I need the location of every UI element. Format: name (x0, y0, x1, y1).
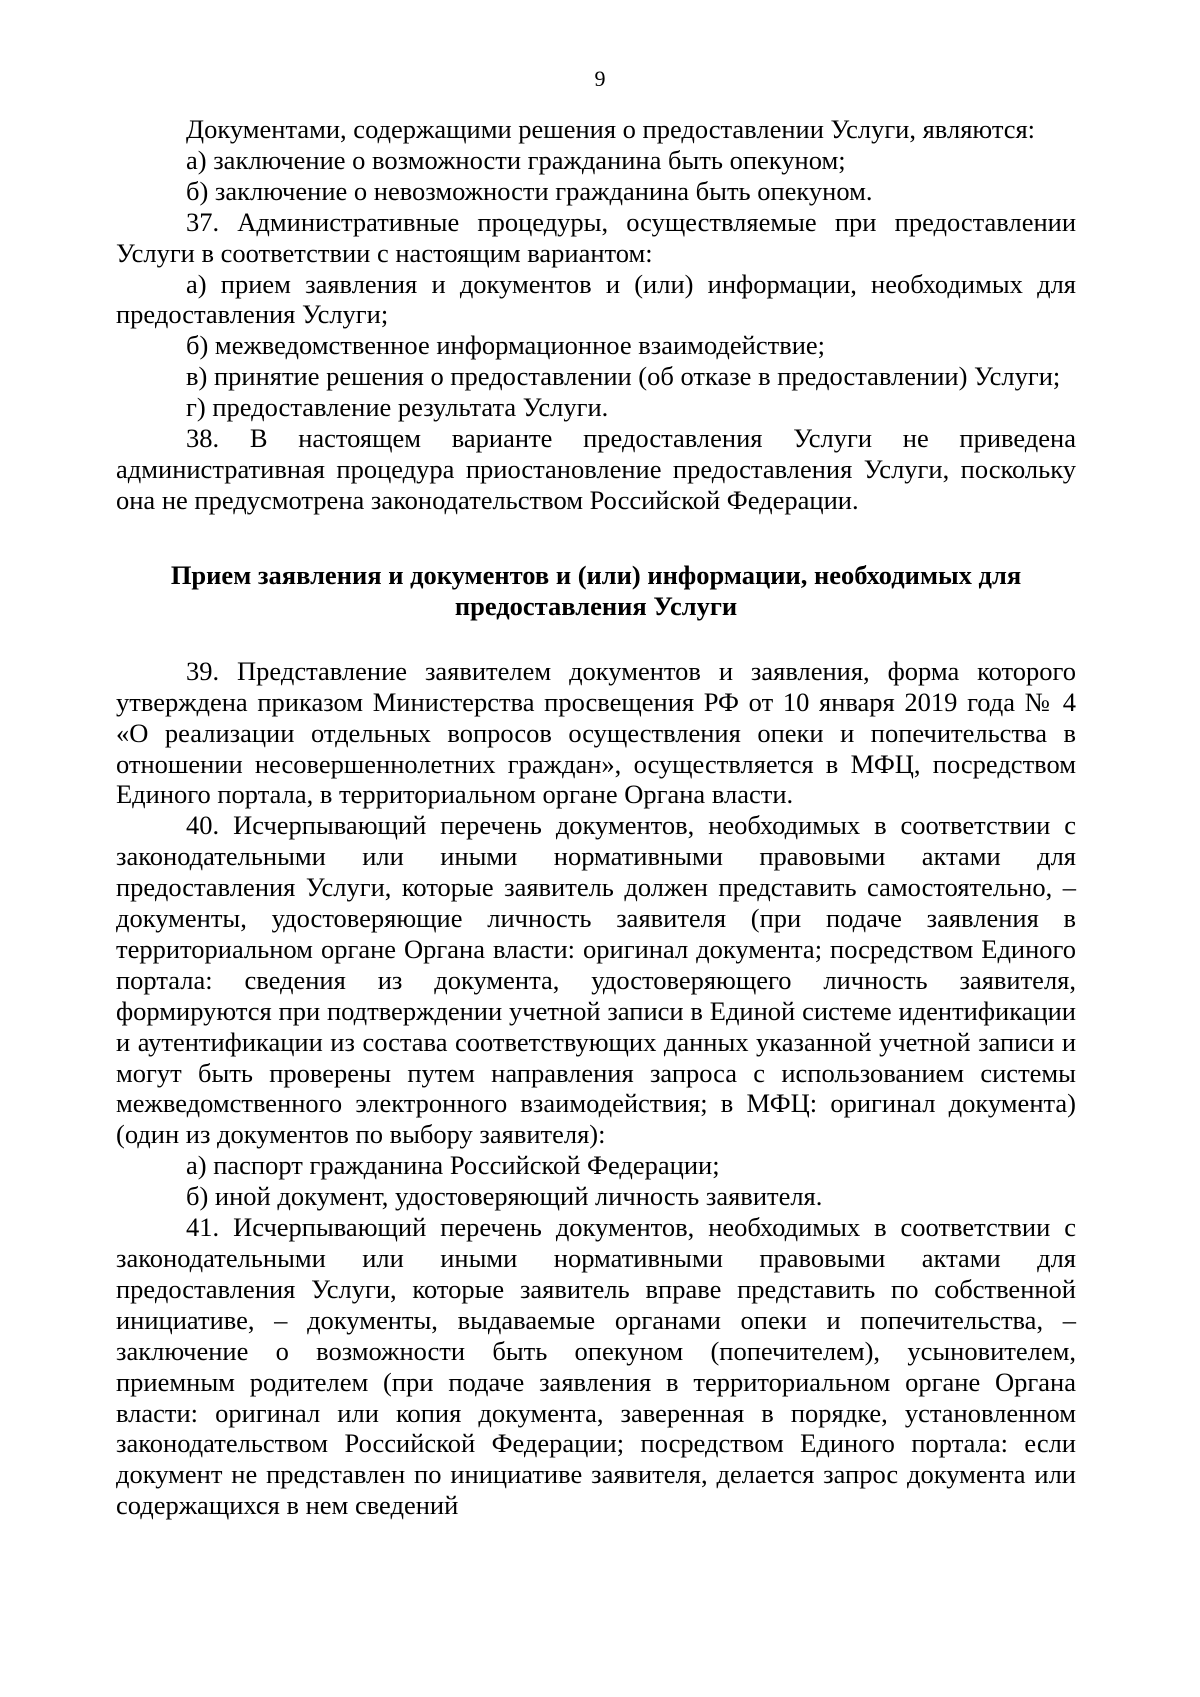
paragraph: а) прием заявления и документов и (или) информации, необходимых для предоставления Услуги; (116, 268, 1076, 330)
section-heading: Прием заявления и документов и (или) информации, необходимых для предоставления Услуги (170, 559, 1022, 621)
page-number: 9 (594, 66, 606, 91)
paragraph: г) предоставление результата Услуги. (186, 392, 609, 423)
paragraph: б) иной документ, удостоверяющий личность заявителя. (186, 1181, 823, 1212)
paragraph: б) заключение о невозможности гражданина быть опекуном. (186, 175, 873, 206)
paragraph: 40. Исчерпывающий перечень документов, необходимых в соответствии с законодательными или иными нормативными правовыми актами для предоставления Услуги, которые заявитель должен представить самостоятельно, – документы, удостоверяющие личность заявителя (при подаче заявления в территориальном органе Органа власти: оригинал документа; посредством Единого портала: сведения из документа, удостоверяющего личность заявителя, формируются при подтверждении учетной записи в Единой системе идентификации и аутентификации из состава соответствующих данных указанной учетной записи и могут быть проверены путем направления запроса с использованием системы межведомственного электронного взаимодействия; в МФЦ: оригинал документа) (один из документов по выбору заявителя): (116, 810, 1076, 1150)
paragraph: 37. Административные процедуры, осуществляемые при предоставлении Услуги в соответствии с настоящим вариантом: (116, 206, 1076, 268)
paragraphs-top (116, 114, 1076, 516)
paragraph: 39. Представление заявителем документов и заявления, форма которого утверждена приказом Министерства просвещения РФ от 10 января 2019 года № 4 «О реализации отдельных вопросов осуществления опеки и попечительства в отношении несовершеннолетних граждан», осуществляется в МФЦ, посредством Единого портала, в территориальном органе Органа власти. (116, 655, 1076, 810)
paragraph: 38. В настоящем варианте предоставления Услуги не приведена административная процедура приостановление предоставления Услуги, поскольку она не предусмотрена законодательством Российской Федерации. (116, 423, 1076, 515)
document-body (116, 114, 1076, 1521)
paragraph: а) паспорт гражданина Российской Федерации; (186, 1150, 720, 1181)
paragraph: Документами, содержащими решения о предоставлении Услуги, являются: (186, 114, 1036, 144)
paragraph: 41. Исчерпывающий перечень документов, необходимых в соответствии с законодательными или иными нормативными правовыми актами для предоставления Услуги, которые заявитель вправе представить по собственной инициативе, – документы, выдаваемые органами опеки и попечительства, – заключение о возможности быть опекуном (попечителем), усыновителем, приемным родителем (при подаче заявления в территориальном органе Органа власти: оригинал или копия документа, заверенная в порядке, установленном законодательством Российской Федерации; посредством Единого портала: если документ не представлен по инициативе заявителя, делается запрос документа или содержащихся в нем сведений (116, 1212, 1076, 1521)
paragraph: б) межведомственное информационное взаимодействие; (186, 330, 826, 361)
paragraphs-bottom (116, 656, 1076, 1521)
paragraph: в) принятие решения о предоставлении (об отказе в предоставлении) Услуги; (186, 361, 1061, 392)
paragraph: а) заключение о возможности гражданина быть опекуном; (186, 144, 846, 175)
